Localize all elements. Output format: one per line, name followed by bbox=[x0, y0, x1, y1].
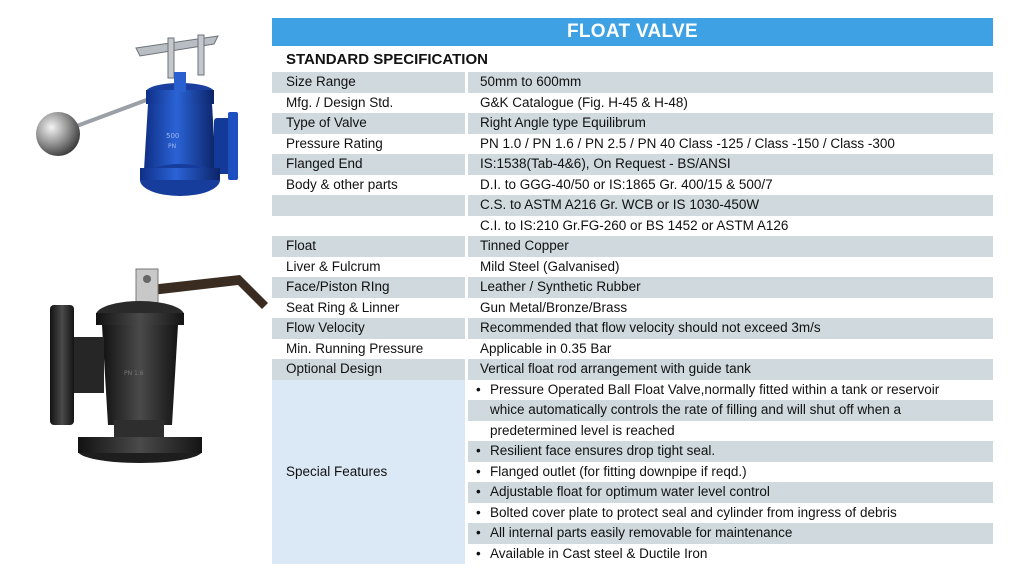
bullet-icon: • bbox=[476, 381, 481, 397]
feature-line bbox=[468, 441, 993, 462]
spec-row bbox=[272, 72, 993, 93]
spec-row bbox=[272, 298, 993, 319]
spec-value: Vertical float rod arrangement with guide tank bbox=[468, 359, 993, 380]
spec-label: Seat Ring & Linner bbox=[272, 298, 468, 319]
spec-label: Pressure Rating bbox=[272, 134, 468, 155]
spec-value: Tinned Copper bbox=[468, 236, 993, 257]
spec-row bbox=[272, 93, 993, 114]
bullet-icon: • bbox=[476, 463, 481, 479]
page-title: FLOAT VALVE bbox=[272, 18, 993, 46]
spec-value: C.S. to ASTM A216 Gr. WCB or IS 1030-450W bbox=[468, 195, 993, 216]
feature-line bbox=[468, 380, 993, 401]
spec-label: Body & other parts bbox=[272, 175, 468, 196]
special-features-list bbox=[468, 380, 993, 565]
spec-label: Flanged End bbox=[272, 154, 468, 175]
svg-text:PN: PN bbox=[168, 143, 177, 150]
spec-label: Face/Piston RIng bbox=[272, 277, 468, 298]
feature-text: Adjustable float for optimum water level control bbox=[490, 484, 770, 499]
feature-text: Pressure Operated Ball Float Valve,normally fitted within a tank or reservoir bbox=[490, 381, 940, 397]
feature-text: Available in Cast steel & Ductile Iron bbox=[490, 545, 708, 561]
feature-line bbox=[468, 544, 993, 565]
spec-label: Float bbox=[272, 236, 468, 257]
spec-row bbox=[272, 113, 993, 134]
spec-row bbox=[272, 339, 993, 360]
spec-label: Liver & Fulcrum bbox=[272, 257, 468, 278]
bullet-icon: • bbox=[476, 545, 481, 561]
spec-label: Optional Design bbox=[272, 359, 468, 380]
spec-value: C.I. to IS:210 Gr.FG-260 or BS 1452 or ASTM A126 bbox=[480, 217, 789, 233]
feature-text: Flanged outlet (for fitting downpipe if reqd.) bbox=[490, 463, 747, 479]
svg-text:500: 500 bbox=[166, 132, 180, 140]
bullet-icon: • bbox=[476, 504, 481, 520]
spec-value: Right Angle type Equilibrum bbox=[468, 113, 993, 134]
special-features-label: Special Features bbox=[272, 380, 468, 565]
spec-label: Type of Valve bbox=[272, 113, 468, 134]
feature-text: Bolted cover plate to protect seal and cylinder from ingress of debris bbox=[490, 504, 897, 520]
spec-row bbox=[272, 236, 993, 257]
feature-line bbox=[468, 503, 993, 524]
spec-row bbox=[272, 257, 993, 278]
spec-row bbox=[272, 216, 993, 237]
feature-text: All internal parts easily removable for maintenance bbox=[490, 525, 793, 540]
feature-line bbox=[468, 523, 993, 544]
spec-row bbox=[272, 175, 993, 196]
spec-label: Mfg. / Design Std. bbox=[272, 93, 468, 114]
spec-row bbox=[272, 359, 993, 380]
spec-label: Size Range bbox=[272, 72, 468, 93]
spec-label: Flow Velocity bbox=[272, 318, 468, 339]
feature-line bbox=[468, 400, 993, 421]
spec-row bbox=[272, 277, 993, 298]
spec-value: Leather / Synthetic Rubber bbox=[468, 277, 993, 298]
section-subtitle: STANDARD SPECIFICATION bbox=[286, 51, 488, 68]
spec-row bbox=[272, 154, 993, 175]
feature-text: predetermined level is reached bbox=[490, 422, 675, 438]
bullet-icon: • bbox=[476, 525, 481, 540]
spec-value: PN 1.0 / PN 1.6 / PN 2.5 / PN 40 Class -125 / Class -150 / Class -300 bbox=[480, 135, 895, 151]
black-float-valve-image bbox=[40, 255, 270, 477]
bullet-icon: • bbox=[476, 443, 481, 458]
svg-text:PN 1.6: PN 1.6 bbox=[124, 370, 144, 377]
spec-label bbox=[272, 195, 468, 216]
feature-text: Resilient face ensures drop tight seal. bbox=[490, 443, 716, 458]
spec-row bbox=[272, 195, 993, 216]
feature-text: whice automatically controls the rate of filling and will shut off when a bbox=[490, 402, 901, 417]
spec-value: D.I. to GGG-40/50 or IS:1865 Gr. 400/15 & 500/7 bbox=[480, 176, 773, 192]
feature-line bbox=[468, 421, 993, 442]
spec-label bbox=[272, 216, 468, 237]
spec-value: G&K Catalogue (Fig. H-45 & H-48) bbox=[480, 94, 688, 110]
blue-float-valve-image bbox=[18, 20, 258, 210]
spec-value: IS:1538(Tab-4&6), On Request - BS/ANSI bbox=[468, 154, 993, 175]
specification-table bbox=[272, 18, 993, 564]
spec-value: Gun Metal/Bronze/Brass bbox=[480, 299, 628, 315]
spec-row bbox=[272, 318, 993, 339]
spec-value: Mild Steel (Galvanised) bbox=[480, 258, 620, 274]
product-images bbox=[0, 0, 272, 582]
feature-line bbox=[468, 462, 993, 483]
spec-label: Min. Running Pressure bbox=[272, 339, 468, 360]
special-features-row bbox=[272, 380, 993, 565]
spec-row bbox=[272, 134, 993, 155]
spec-value: Applicable in 0.35 Bar bbox=[480, 340, 612, 356]
spec-value: Recommended that flow velocity should not exceed 3m/s bbox=[468, 318, 993, 339]
spec-value: 50mm to 600mm bbox=[468, 72, 993, 93]
bullet-icon: • bbox=[476, 484, 481, 499]
feature-line bbox=[468, 482, 993, 503]
